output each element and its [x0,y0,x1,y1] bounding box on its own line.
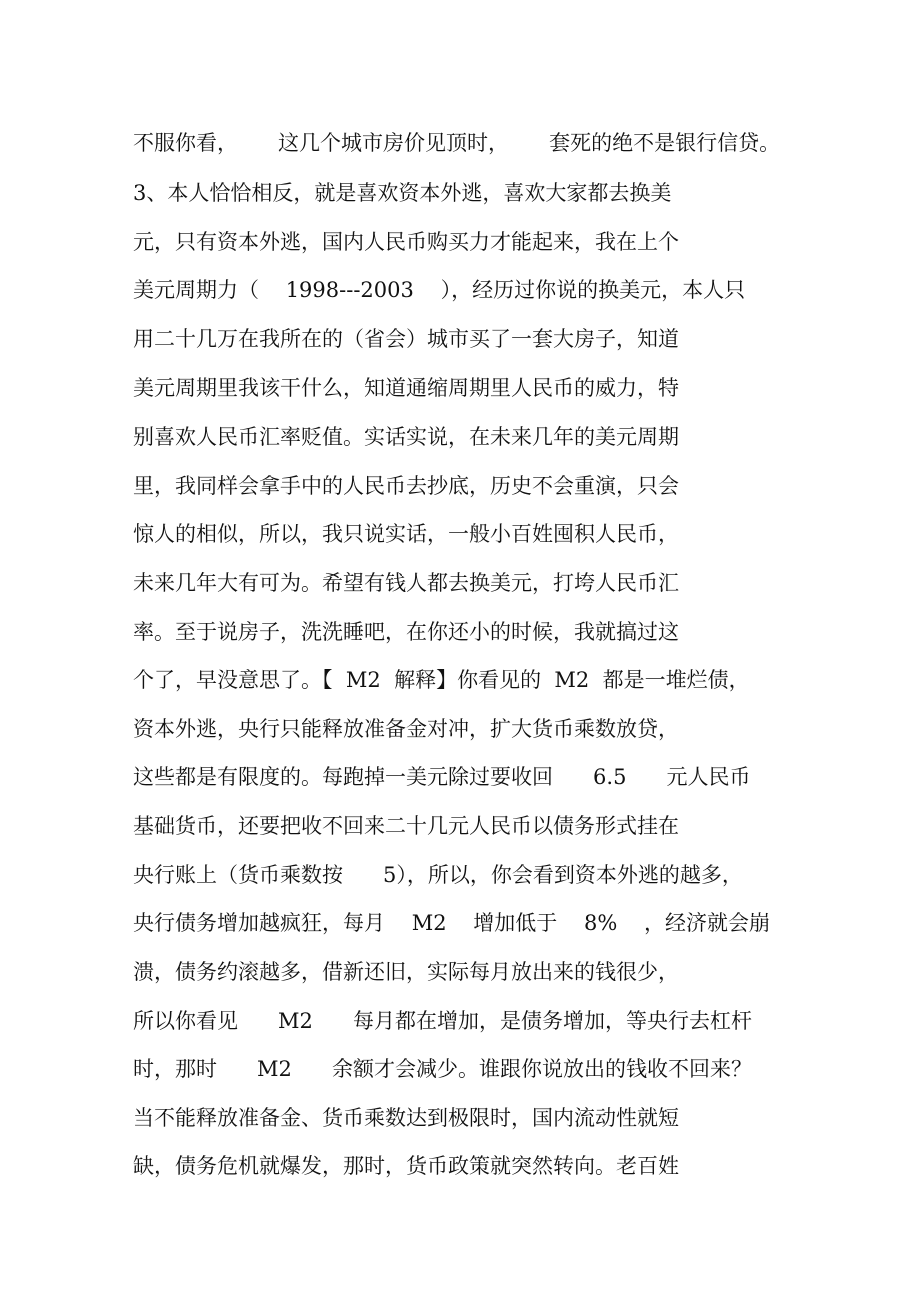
text-line: 这些都是有限度的。每跑掉一美元除过要收回 6.5 元人民币 [133,765,751,789]
text-line: 溃，债务约滚越多，借新还旧，实际每月放出来的钱很少， [133,960,679,984]
text-line: 未来几年大有可为。希望有钱人都去换美元，打垮人民币汇 [133,571,679,595]
text-line: 所以你看见 M2 每月都在增加，是债务增加，等央行去杠杆 [133,1009,752,1033]
text-line: 资本外逃，央行只能释放准备金对冲，扩大货币乘数放贷， [133,717,679,741]
text-line: 3、本人恰恰相反，就是喜欢资本外逃，喜欢大家都去换美 [133,181,672,205]
text-line: 率。至于说房子，洗洗睡吧，在你还小的时候，我就搞过这 [133,620,679,644]
text-line: 不服你看， 这几个城市房价见顶时， 套死的绝不是银行信贷。 [133,131,781,155]
text-line: 用二十几万在我所在的（省会）城市买了一套大房子，知道 [133,327,679,351]
text-line: 时，那时 M2 余额才会减少。谁跟你说放出的钱收不回来？ [133,1057,752,1081]
text-line: 美元周期里我该干什么，知道通缩周期里人民币的威力，特 [133,376,679,400]
text-line: 基础货币，还要把收不回来二十几元人民币以债务形式挂在 [133,814,679,838]
text-line: 元，只有资本外逃，国内人民币购买力才能起来，我在上个 [133,230,679,254]
text-line: 个了，早没意思了。【 M2 解释】你看见的 M2 都是一堆烂债， [133,668,750,692]
text-line: 缺，债务危机就爆发，那时，货币政策就突然转向。老百姓 [133,1154,679,1178]
text-line: 惊人的相似，所以，我只说实话，一般小百姓囤积人民币， [133,522,679,546]
text-line: 别喜欢人民币汇率贬值。实话实说，在未来几年的美元周期 [133,425,679,449]
text-line: 当不能释放准备金、货币乘数达到极限时，国内流动性就短 [133,1106,679,1130]
text-line: 美元周期力（ 1998---2003 ），经历过你说的换美元，本人只 [133,278,746,302]
text-line: 里，我同样会拿手中的人民币去抄底，历史不会重演，只会 [133,474,679,498]
text-line: 央行债务增加越疯狂，每月 M2 增加低于 8% ，经济就会崩 [133,911,770,935]
text-line: 央行账上（货币乘数按 5），所以，你会看到资本外逃的越多， [133,863,743,887]
